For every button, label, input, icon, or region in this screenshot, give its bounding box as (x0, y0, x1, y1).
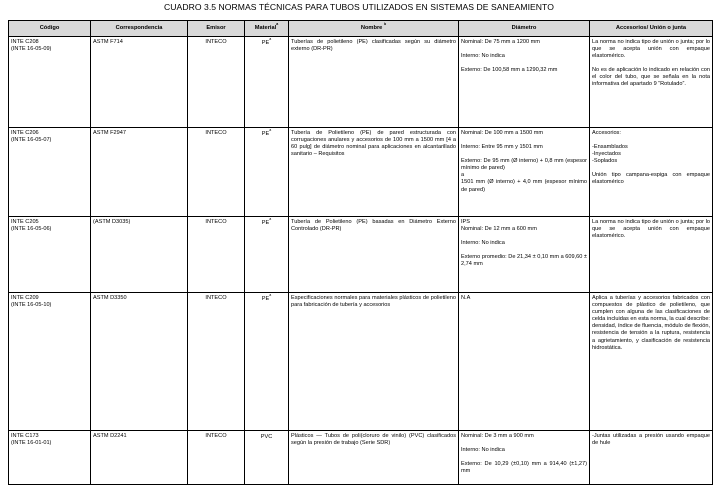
cell-correspondencia: ASTM F714 (91, 37, 188, 128)
diametro-line: Externo: De 10,29 (±0,10) mm a 914,40 (±1,27) mm (461, 461, 587, 475)
codigo-line: (INTE 16-05-09) (11, 46, 52, 53)
cell-emisor: INTECO (188, 431, 245, 485)
col-header-material (245, 21, 289, 37)
cell-codigo (9, 37, 91, 128)
cell-codigo (9, 217, 91, 293)
footnote-marker: a (269, 128, 272, 132)
spacer (461, 137, 587, 144)
standards-table (8, 20, 713, 485)
spacer (461, 46, 587, 53)
codigo-line: (INTE 16-05-07) (11, 137, 52, 144)
table-row (9, 217, 713, 293)
cell-correspondencia: ASTM D3350 (91, 293, 188, 431)
diametro-line: Nominal: De 12 mm a 600 mm (461, 226, 537, 233)
table-row (9, 37, 713, 128)
cell-nombre: Tubería de Polietileno (PE) de pared estructurada con corrugaciones anulares y accesorios de 100 mm a 1500 mm [4 a 60 pulg] de diámetro nominal para aplicaciones en alcantarillado sanitario – Requisitos (289, 128, 459, 217)
header-row (9, 21, 713, 37)
footnote-marker: a (269, 293, 272, 297)
cell-nombre: Plásticos — Tubos de poli(cloruro de vinilo) (PVC) clasificados según la presión de trabajo (Serie SDR) (289, 431, 459, 485)
cell-material (245, 293, 289, 431)
cell-codigo (9, 293, 91, 431)
diametro-line: IPS (461, 219, 471, 225)
cell-emisor: INTECO (188, 128, 245, 217)
accesorios-line: La norma no indica tipo de unión o junta; por lo que se acepta unión con empaque elastomérico. (592, 39, 710, 60)
cell-emisor: INTECO (188, 293, 245, 431)
col-header-codigo: Código (9, 21, 91, 37)
col-header-nombre-label: Nombre (360, 25, 383, 32)
cell-diametro (459, 293, 590, 431)
cell-diametro (459, 217, 590, 293)
diametro-line: Interno: No indica (461, 447, 505, 454)
diametro-line: Interno: No indica (461, 53, 505, 60)
table-row (9, 293, 713, 431)
material-value: PE (261, 296, 270, 302)
spacer (461, 440, 587, 447)
codigo-line: INTE C208 (11, 39, 39, 45)
cell-material (245, 37, 289, 128)
codigo-line: INTE C173 (11, 433, 39, 439)
accesorios-line: -Soplados (592, 158, 618, 165)
col-header-accesorios: Accesorios/ Unión o junta (590, 21, 713, 37)
codigo-line: (INTE 16-01-01) (11, 440, 52, 447)
cell-diametro (459, 431, 590, 485)
spacer (461, 233, 587, 240)
col-header-material-label: Material (254, 25, 277, 32)
cell-accesorios (590, 431, 713, 485)
accesorios-line: Unión tipo campana-espiga con empaque elastomérico (592, 172, 710, 186)
accesorios-line: No es de aplicación lo indicado en relación con el color del tubo, que se señala en la nota informativa del apartado 9 “Rotulado”. (592, 67, 710, 88)
spacer (461, 454, 587, 461)
cell-codigo (9, 431, 91, 485)
diametro-line: Externo: De 100,58 mm a 1290,32 mm (461, 67, 558, 74)
table-title: CUADRO 3.5 NORMAS TÉCNICAS PARA TUBOS UTILIZADOS EN SISTEMAS DE SANEAMIENTO (164, 2, 554, 12)
footnote-marker: a (269, 37, 272, 41)
diametro-line: Nominal: De 3 mm a 900 mm (461, 433, 534, 439)
accesorios-line: Accesorios: (592, 130, 621, 136)
accesorios-line: -Inyectados (592, 151, 621, 158)
cell-nombre: Especificaciones normales para materiales plásticos de polietileno para fabricación de tubería y accesorios (289, 293, 459, 431)
diametro-line: Externo promedio: De 21,34 ± 0,10 mm a 609,60 ± 2,74 mm (461, 254, 587, 268)
diametro-line: 1501 mm (Ø interno) + 4,0 mm (espesor mínimo de pared) (461, 179, 587, 193)
table-row (9, 128, 713, 217)
codigo-line: INTE C206 (11, 130, 39, 136)
cell-codigo (9, 128, 91, 217)
col-header-correspondencia: Correspondencia (91, 21, 188, 37)
spacer (461, 151, 587, 158)
cell-material (245, 128, 289, 217)
cell-correspondencia: ASTM D2241 (91, 431, 188, 485)
spacer (592, 60, 710, 67)
diametro-line: N.A (461, 295, 471, 301)
accesorios-line: Aplica a tuberías y accesorios fabricados con compuestos de plástico de polietileno, que cumplen con alguna de las clasificaciones de celda incluidas en esta norma, la cual describe: densidad, índice de fluencia, módulo de flexión, resistencia de tensión a la ruptura, resistencia a agrietamiento, y clasificación de resistencia hidrostática. (592, 295, 710, 351)
cell-correspondencia: (ASTM D3035) (91, 217, 188, 293)
cell-accesorios (590, 293, 713, 431)
cell-accesorios (590, 128, 713, 217)
col-header-diametro: Diámetro (459, 21, 590, 37)
diametro-line: Nominal: De 100 mm a 1500 mm (461, 130, 544, 136)
cell-diametro (459, 128, 590, 217)
diametro-line: a (461, 172, 465, 179)
cell-correspondencia: ASTM F2947 (91, 128, 188, 217)
cell-material (245, 217, 289, 293)
material-value: PE (261, 131, 270, 137)
cell-accesorios (590, 217, 713, 293)
codigo-line: (INTE 16-05-06) (11, 226, 52, 233)
spacer (592, 165, 710, 172)
spacer (592, 137, 710, 144)
material-value: PE (261, 40, 270, 46)
diametro-line: Externo: De 95 mm (Ø interno) + 0,8 mm (espesor mínimo de pared) (461, 158, 587, 172)
codigo-line: (INTE 16-05-10) (11, 302, 52, 309)
diametro-line: Interno: Entre 95 mm y 1501 mm (461, 144, 543, 151)
footnote-marker: a (269, 217, 272, 221)
table-row (9, 431, 713, 485)
material-value: PVC (260, 434, 273, 440)
cell-emisor: INTECO (188, 37, 245, 128)
codigo-line: INTE C205 (11, 219, 39, 225)
spacer (461, 247, 587, 254)
diametro-line: Interno: No indica (461, 240, 505, 247)
accesorios-line: -Ensamblados (592, 144, 628, 151)
cell-nombre: Tubería de Polietileno (PE) basadas en Diámetro Externo Controlado (DR-PR) (289, 217, 459, 293)
cell-nombre: Tuberías de polietileno (PE) clasificadas según su diámetro externo (DR-PR) (289, 37, 459, 128)
spacer (461, 60, 587, 67)
cell-accesorios (590, 37, 713, 128)
cell-diametro (459, 37, 590, 128)
material-value: PE (261, 220, 270, 226)
diametro-line: Nominal: De 75 mm a 1200 mm (461, 39, 540, 45)
cell-material (245, 431, 289, 485)
footnote-marker: a (276, 22, 279, 27)
footnote-marker: b (383, 22, 387, 27)
col-header-emisor: Emisor (188, 21, 245, 37)
codigo-line: INTE C209 (11, 295, 39, 301)
cell-emisor: INTECO (188, 217, 245, 293)
accesorios-line: La norma no indica tipo de unión o junta; por lo que se acepta unión con empaque elastomérico. (592, 219, 710, 240)
accesorios-line: -Juntas utilizadas a presión usando empaque de hule (592, 433, 710, 447)
col-header-nombre (289, 21, 459, 37)
